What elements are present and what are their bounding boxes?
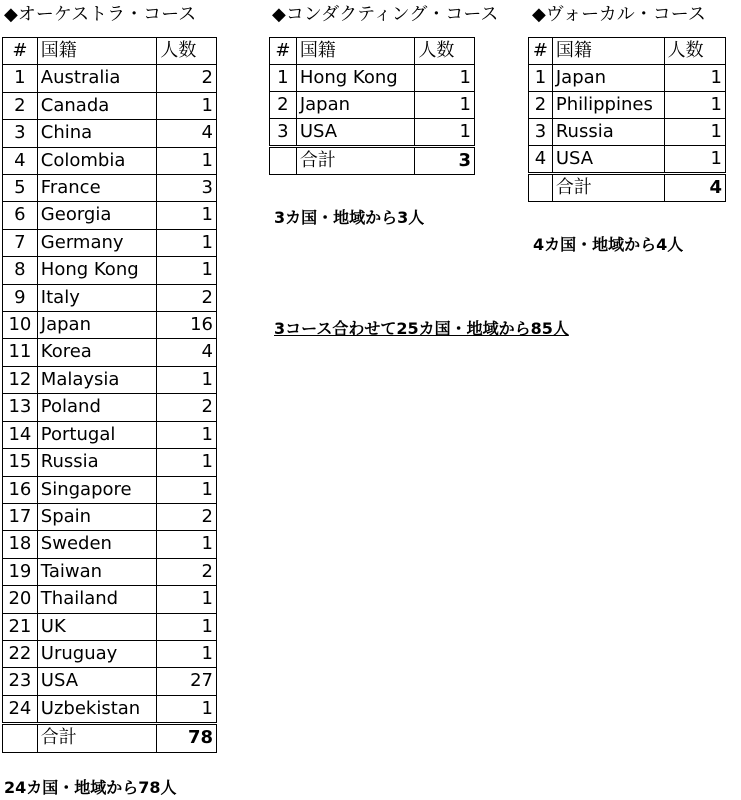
row-count: 1	[157, 613, 217, 640]
table-row	[3, 640, 217, 667]
table-row	[3, 284, 217, 311]
row-number: 3	[529, 119, 553, 146]
row-count: 1	[157, 695, 217, 723]
row-count: 2	[157, 503, 217, 530]
conducting-summary: 3カ国・地域から3人	[274, 208, 425, 227]
row-country: USA	[552, 146, 664, 174]
total-value: 78	[157, 724, 217, 752]
row-number: 9	[3, 284, 38, 311]
row-country: Italy	[37, 284, 157, 311]
row-number: 15	[3, 449, 38, 476]
row-country: Poland	[37, 394, 157, 421]
row-country: Japan	[296, 92, 415, 119]
row-count: 1	[664, 65, 725, 92]
row-number: 22	[3, 640, 38, 667]
total-blank-cell	[270, 147, 297, 175]
row-count: 1	[157, 92, 217, 119]
row-country: Spain	[37, 503, 157, 530]
header-count: 人数	[157, 38, 217, 65]
table-row	[3, 229, 217, 256]
table-row	[3, 175, 217, 202]
row-country: Portugal	[37, 421, 157, 448]
row-count: 1	[157, 586, 217, 613]
header-count: 人数	[664, 38, 725, 65]
table-row	[3, 339, 217, 366]
header-country: 国籍	[296, 38, 415, 65]
total-row	[529, 174, 726, 202]
row-count: 1	[157, 366, 217, 393]
row-number: 7	[3, 229, 38, 256]
row-count: 2	[157, 65, 217, 92]
row-count: 3	[157, 175, 217, 202]
row-number: 5	[3, 175, 38, 202]
table-row	[3, 147, 217, 174]
row-number: 3	[3, 120, 38, 147]
table-row	[3, 421, 217, 448]
row-country: Thailand	[37, 586, 157, 613]
row-number: 2	[529, 92, 553, 119]
total-blank-cell	[3, 724, 38, 752]
total-row	[3, 724, 217, 752]
conducting-table-body	[270, 65, 475, 147]
table-row	[529, 119, 726, 146]
table-row	[270, 92, 475, 119]
total-blank-cell	[529, 174, 553, 202]
table-row	[529, 92, 726, 119]
table-row	[3, 449, 217, 476]
row-number: 10	[3, 312, 38, 339]
row-number: 14	[3, 421, 38, 448]
header-number: #	[3, 38, 38, 65]
table-header-row	[529, 38, 726, 65]
table-row	[3, 312, 217, 339]
row-country: USA	[37, 668, 157, 695]
table-row	[3, 531, 217, 558]
row-country: Philippines	[552, 92, 664, 119]
row-count: 1	[415, 92, 475, 119]
total-value: 3	[415, 147, 475, 175]
row-country: Georgia	[37, 202, 157, 229]
row-count: 27	[157, 668, 217, 695]
row-country: Singapore	[37, 476, 157, 503]
row-country: Uruguay	[37, 640, 157, 667]
orchestra-course-title: ◆オーケストラ・コース	[4, 4, 197, 25]
row-country: Canada	[37, 92, 157, 119]
total-value: 4	[664, 174, 725, 202]
table-row	[3, 65, 217, 92]
row-number: 24	[3, 695, 38, 723]
row-country: Russia	[552, 119, 664, 146]
row-country: Sweden	[37, 531, 157, 558]
row-count: 2	[157, 558, 217, 585]
row-number: 6	[3, 202, 38, 229]
header-country: 国籍	[552, 38, 664, 65]
row-count: 4	[157, 120, 217, 147]
row-number: 8	[3, 257, 38, 284]
table-row	[3, 92, 217, 119]
row-number: 11	[3, 339, 38, 366]
row-number: 3	[270, 119, 297, 147]
row-number: 1	[270, 65, 297, 92]
row-count: 1	[664, 92, 725, 119]
row-number: 4	[529, 146, 553, 174]
total-row	[270, 147, 475, 175]
table-row	[3, 695, 217, 723]
header-number: #	[270, 38, 297, 65]
row-country: Colombia	[37, 147, 157, 174]
row-country: France	[37, 175, 157, 202]
row-count: 4	[157, 339, 217, 366]
table-row	[3, 120, 217, 147]
table-row	[529, 65, 726, 92]
row-country: Uzbekistan	[37, 695, 157, 723]
vocal-table-body	[529, 65, 726, 174]
conducting-course-title: ◆コンダクティング・コース	[272, 4, 499, 25]
row-number: 21	[3, 613, 38, 640]
table-row	[3, 394, 217, 421]
row-number: 2	[270, 92, 297, 119]
row-country: Australia	[37, 65, 157, 92]
row-count: 1	[157, 229, 217, 256]
row-country: Malaysia	[37, 366, 157, 393]
row-count: 1	[157, 147, 217, 174]
row-number: 18	[3, 531, 38, 558]
row-number: 23	[3, 668, 38, 695]
row-number: 17	[3, 503, 38, 530]
row-country: Russia	[37, 449, 157, 476]
table-row	[3, 503, 217, 530]
row-number: 4	[3, 147, 38, 174]
row-count: 1	[157, 202, 217, 229]
row-count: 1	[664, 146, 725, 174]
total-label: 合計	[296, 147, 415, 175]
table-row	[3, 586, 217, 613]
row-count: 1	[157, 476, 217, 503]
table-row	[3, 668, 217, 695]
row-count: 1	[664, 119, 725, 146]
grand-summary: 3コース合わせて25カ国・地域から85人	[274, 319, 569, 338]
header-count: 人数	[415, 38, 475, 65]
row-number: 16	[3, 476, 38, 503]
header-country: 国籍	[37, 38, 157, 65]
row-count: 16	[157, 312, 217, 339]
row-country: Hong Kong	[296, 65, 415, 92]
row-count: 1	[157, 449, 217, 476]
row-number: 13	[3, 394, 38, 421]
row-count: 1	[157, 257, 217, 284]
row-number: 12	[3, 366, 38, 393]
row-country: Japan	[552, 65, 664, 92]
table-row	[529, 146, 726, 174]
header-number: #	[529, 38, 553, 65]
vocal-table	[528, 37, 726, 202]
row-count: 2	[157, 284, 217, 311]
table-row	[3, 558, 217, 585]
row-count: 1	[157, 421, 217, 448]
table-row	[3, 366, 217, 393]
row-country: Germany	[37, 229, 157, 256]
total-label: 合計	[552, 174, 664, 202]
row-number: 19	[3, 558, 38, 585]
row-count: 1	[157, 640, 217, 667]
row-country: USA	[296, 119, 415, 147]
row-number: 1	[529, 65, 553, 92]
row-country: Hong Kong	[37, 257, 157, 284]
table-row	[3, 202, 217, 229]
row-country: Taiwan	[37, 558, 157, 585]
row-count: 2	[157, 394, 217, 421]
orchestra-table-body	[3, 65, 217, 724]
table-header-row	[270, 38, 475, 65]
table-row	[270, 119, 475, 147]
row-country: UK	[37, 613, 157, 640]
row-number: 1	[3, 65, 38, 92]
table-row	[3, 613, 217, 640]
row-count: 1	[415, 65, 475, 92]
vocal-summary: 4カ国・地域から4人	[533, 235, 684, 254]
row-country: Japan	[37, 312, 157, 339]
row-count: 1	[415, 119, 475, 147]
vocal-course-title: ◆ヴォーカル・コース	[532, 4, 706, 25]
orchestra-table	[2, 37, 217, 753]
row-country: China	[37, 120, 157, 147]
total-label: 合計	[37, 724, 157, 752]
conducting-table	[269, 37, 475, 175]
row-number: 2	[3, 92, 38, 119]
table-row	[270, 65, 475, 92]
row-country: Korea	[37, 339, 157, 366]
table-row	[3, 476, 217, 503]
row-number: 20	[3, 586, 38, 613]
table-header-row	[3, 38, 217, 65]
row-count: 1	[157, 531, 217, 558]
orchestra-summary: 24カ国・地域から78人	[4, 778, 177, 797]
table-row	[3, 257, 217, 284]
